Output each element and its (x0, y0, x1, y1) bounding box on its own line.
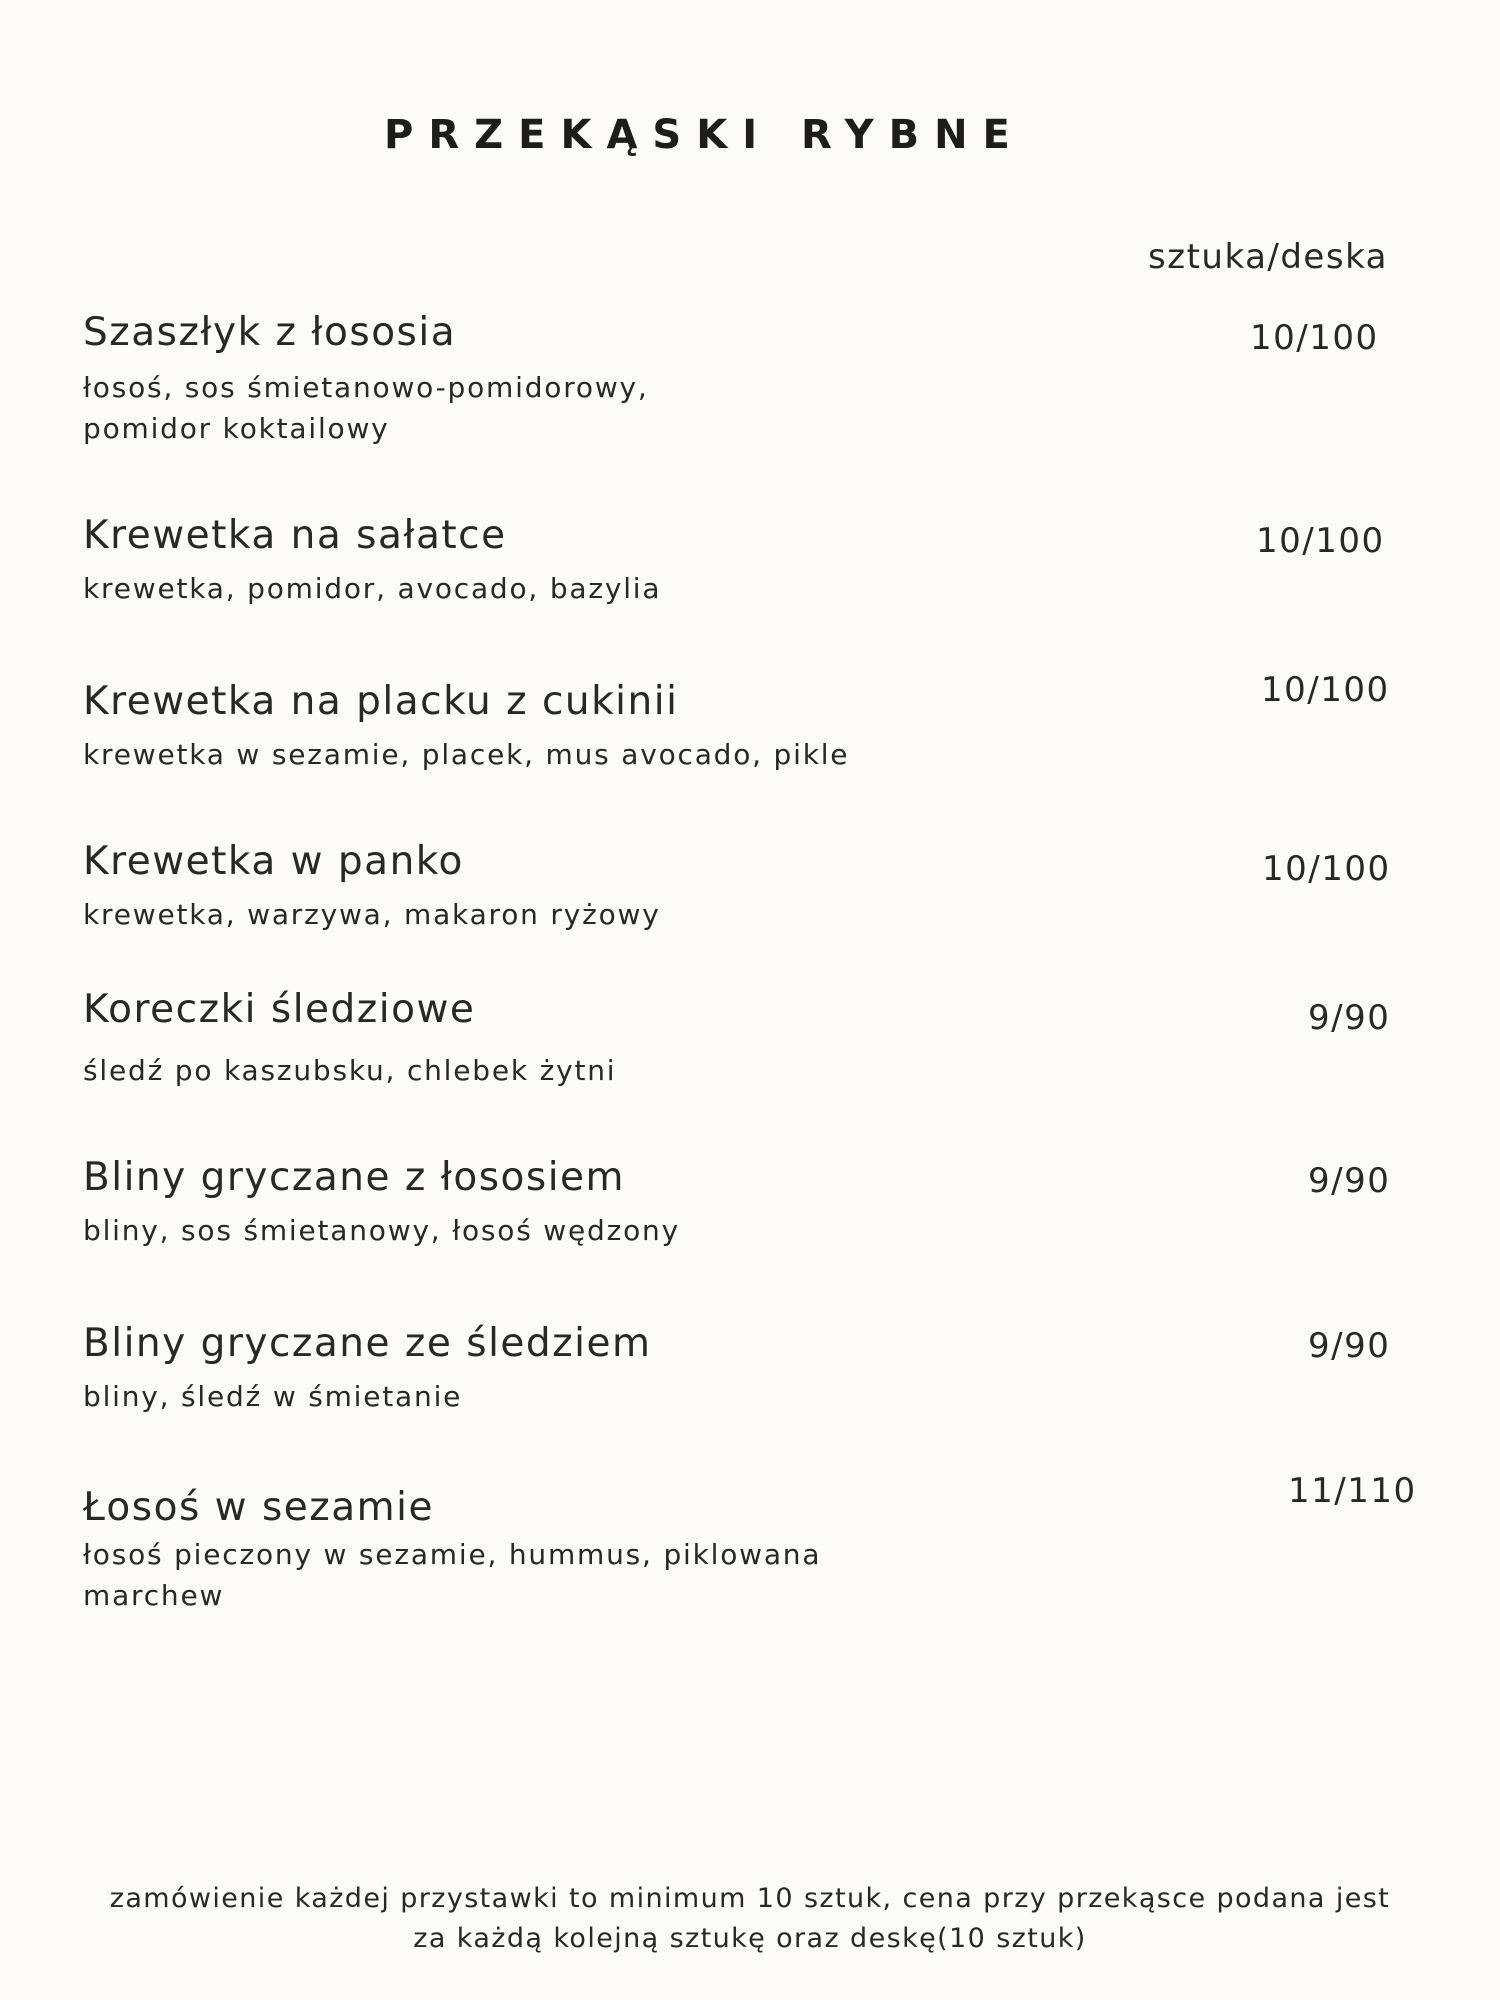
item-price: 9/90 (1308, 1161, 1391, 1201)
item-price: 10/100 (1261, 670, 1390, 710)
item-name: Szaszłyk z łososia (83, 310, 457, 355)
item-price: 9/90 (1308, 998, 1391, 1038)
page-title: PRZEKĄSKI RYBNE (384, 112, 1025, 158)
footer-line: zamówienie każdej przystawki to minimum 10 sztuk, cena przy przekąsce podana jest (109, 1883, 1391, 1914)
footer-note (50, 1879, 1450, 1959)
menu-item (83, 1155, 1413, 1251)
item-description: śledź po kaszubsku, chlebek żytni (83, 1053, 617, 1087)
item-name: Bliny gryczane ze śledziem (83, 1321, 652, 1366)
item-description: łosoś, sos śmietanowo-pomidorowy, pomidor koktailowy (83, 370, 649, 445)
item-price: 9/90 (1308, 1326, 1391, 1366)
menu-item (83, 670, 1413, 775)
menu-item (83, 1321, 1413, 1417)
item-price: 10/100 (1262, 849, 1391, 889)
item-description: łosoś pieczony w sezamie, hummus, piklowana marchew (83, 1537, 822, 1612)
item-price: 11/110 (1288, 1471, 1417, 1511)
item-name: Krewetka w panko (83, 839, 464, 884)
menu-item (83, 1471, 1417, 1616)
price-column-header: sztuka/deska (1148, 237, 1388, 277)
item-price: 10/100 (1256, 521, 1385, 561)
menu-item (83, 513, 1413, 609)
menu-item (83, 839, 1413, 935)
item-name: Koreczki śledziowe (83, 987, 476, 1032)
item-name: Krewetka na placku z cukinii (83, 679, 679, 724)
item-description: krewetka w sezamie, placek, mus avocado, pikle (83, 737, 850, 771)
footer-line: za każdą kolejną sztukę oraz deskę(10 sztuk) (413, 1923, 1087, 1954)
item-description: bliny, śledź w śmietanie (83, 1379, 463, 1413)
item-name: Krewetka na sałatce (83, 513, 507, 558)
menu-item (83, 310, 1413, 449)
item-name: Bliny gryczane z łososiem (83, 1155, 626, 1200)
item-description: krewetka, pomidor, avocado, bazylia (83, 571, 662, 605)
item-name: Łosoś w sezamie (83, 1485, 434, 1530)
item-description: bliny, sos śmietanowy, łosoś wędzony (83, 1213, 680, 1247)
menu-item (83, 987, 1413, 1091)
item-description: krewetka, warzywa, makaron ryżowy (83, 897, 661, 931)
item-price: 10/100 (1250, 318, 1379, 358)
